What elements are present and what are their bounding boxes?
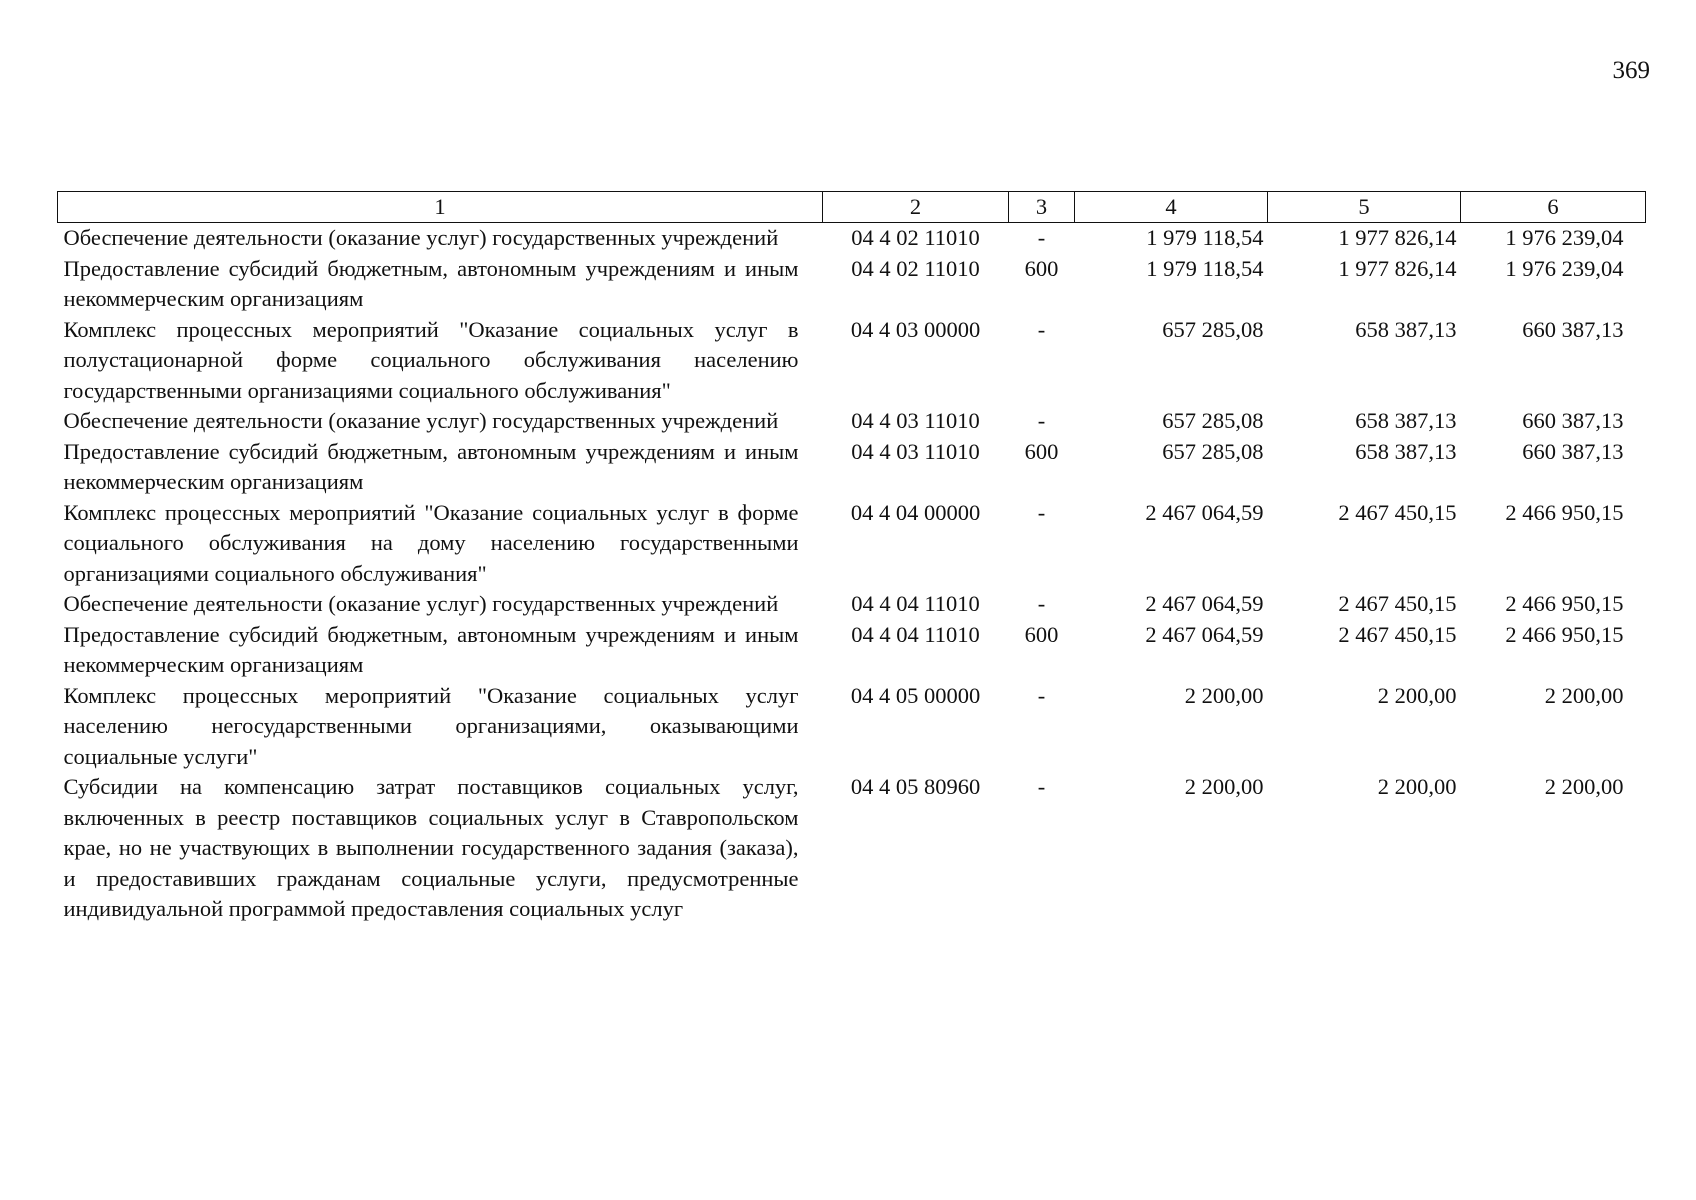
- table-row: [58, 620, 1646, 681]
- header-col-3: 3: [1009, 192, 1075, 223]
- row-name: Обеспечение деятельности (оказание услуг) государственных учреждений: [63, 225, 779, 250]
- row-value-col4: 657 285,08: [1162, 438, 1264, 464]
- row-value-col6: 2 466 950,15: [1505, 591, 1624, 616]
- row-kvr: 600: [1024, 438, 1059, 464]
- row-code: 04 4 04 11010: [851, 591, 980, 616]
- row-value-col6: 660 387,13: [1522, 316, 1624, 342]
- header-col-2: 2: [823, 192, 1009, 223]
- header-col-1: 1: [58, 192, 823, 223]
- row-code: 04 4 03 11010: [851, 408, 980, 433]
- row-value-col4: 2 200,00: [1184, 682, 1264, 708]
- row-code: 04 4 05 00000: [850, 682, 981, 708]
- row-kvr: -: [1037, 774, 1046, 799]
- table-row: [58, 772, 1646, 925]
- row-value-col6: 1 976 239,04: [1505, 225, 1624, 250]
- row-code: 04 4 03 11010: [851, 438, 980, 464]
- row-name: Комплекс процессных мероприятий "Оказание социальных услуг в полустационарной форме социального обслуживания населению государственными организациями социального обслуживания": [63, 316, 799, 403]
- row-code: 04 4 04 11010: [851, 621, 980, 647]
- row-value-col5: 658 387,13: [1355, 408, 1457, 433]
- row-code: 04 4 04 00000: [850, 499, 981, 525]
- row-value-col5: 2 200,00: [1377, 682, 1457, 708]
- row-value-col4: 2 467 064,59: [1145, 621, 1264, 647]
- row-value-col4: 2 467 064,59: [1145, 499, 1264, 525]
- row-value-col4: 2 200,00: [1184, 774, 1264, 799]
- row-value-col4: 2 467 064,59: [1145, 591, 1264, 616]
- row-value-col4: 657 285,08: [1162, 408, 1264, 433]
- table-row: [58, 681, 1646, 773]
- row-value-col5: 2 467 450,15: [1338, 621, 1457, 647]
- row-name: Комплекс процессных мероприятий "Оказание социальных услуг в форме социального обслуживания на дому населению государственными организациями социального обслуживания": [63, 499, 799, 586]
- row-kvr: -: [1037, 316, 1046, 342]
- row-value-col5: 2 200,00: [1377, 774, 1457, 799]
- row-value-col6: 2 200,00: [1544, 682, 1624, 708]
- row-code: 04 4 02 11010: [851, 225, 980, 250]
- row-value-col6: 1 976 239,04: [1505, 255, 1624, 281]
- page-number: 369: [1612, 57, 1650, 84]
- row-value-col4: 657 285,08: [1162, 316, 1264, 342]
- row-code: 04 4 05 80960: [850, 774, 981, 799]
- row-name: Предоставление субсидий бюджетным, автономным учреждениям и иным некоммерческим организациям: [63, 621, 799, 677]
- row-value-col4: 1 979 118,54: [1146, 255, 1264, 281]
- row-value-col6: 2 466 950,15: [1505, 621, 1624, 647]
- row-name: Комплекс процессных мероприятий "Оказание социальных услуг населению негосударственными организациями, оказывающими социальные услуги": [63, 682, 799, 769]
- table-row: [58, 498, 1646, 590]
- row-value-col6: 2 200,00: [1544, 774, 1624, 799]
- row-name: Предоставление субсидий бюджетным, автономным учреждениям и иным некоммерческим организациям: [63, 438, 799, 494]
- row-name: Обеспечение деятельности (оказание услуг) государственных учреждений: [63, 591, 779, 616]
- row-value-col6: 2 466 950,15: [1505, 499, 1624, 525]
- row-value-col6: 660 387,13: [1522, 408, 1624, 433]
- table-body: [58, 223, 1646, 925]
- row-value-col5: 1 977 826,14: [1338, 225, 1457, 250]
- row-kvr: -: [1037, 682, 1046, 708]
- table-row: [58, 223, 1646, 254]
- row-kvr: -: [1037, 591, 1046, 616]
- header-row: [58, 192, 1646, 223]
- row-code: 04 4 03 00000: [850, 316, 981, 342]
- row-code: 04 4 02 11010: [851, 255, 980, 281]
- header-col-4: 4: [1075, 192, 1268, 223]
- row-value-col5: 658 387,13: [1355, 438, 1457, 464]
- table-header: [58, 192, 1646, 223]
- row-name: Обеспечение деятельности (оказание услуг) государственных учреждений: [63, 408, 779, 433]
- row-name: Предоставление субсидий бюджетным, автономным учреждениям и иным некоммерческим организациям: [63, 255, 799, 311]
- row-value-col5: 1 977 826,14: [1338, 255, 1457, 281]
- table-row: [58, 589, 1646, 620]
- table-row: [58, 315, 1646, 407]
- header-col-6: 6: [1461, 192, 1646, 223]
- table-row: [58, 254, 1646, 315]
- row-value-col5: 658 387,13: [1355, 316, 1457, 342]
- header-col-5: 5: [1268, 192, 1461, 223]
- row-value-col5: 2 467 450,15: [1338, 499, 1457, 525]
- row-kvr: -: [1037, 408, 1046, 433]
- table-row: [58, 437, 1646, 498]
- row-value-col5: 2 467 450,15: [1338, 591, 1457, 616]
- row-kvr: -: [1037, 499, 1046, 525]
- row-value-col6: 660 387,13: [1522, 438, 1624, 464]
- row-kvr: -: [1037, 225, 1046, 250]
- row-value-col4: 1 979 118,54: [1146, 225, 1264, 250]
- row-name: Субсидии на компенсацию затрат поставщиков социальных услуг, включенных в реестр поставщиков социальных услуг в Ставропольском крае, но не участвующих в выполнении государственного задания (заказа), и предоставивших гражданам социальные услуги, предусмотренные индивидуальной программой предоставления социальных услуг: [63, 774, 799, 921]
- budget-table: [57, 191, 1646, 925]
- table-row: [58, 406, 1646, 437]
- row-kvr: 600: [1024, 621, 1059, 647]
- row-kvr: 600: [1024, 255, 1059, 281]
